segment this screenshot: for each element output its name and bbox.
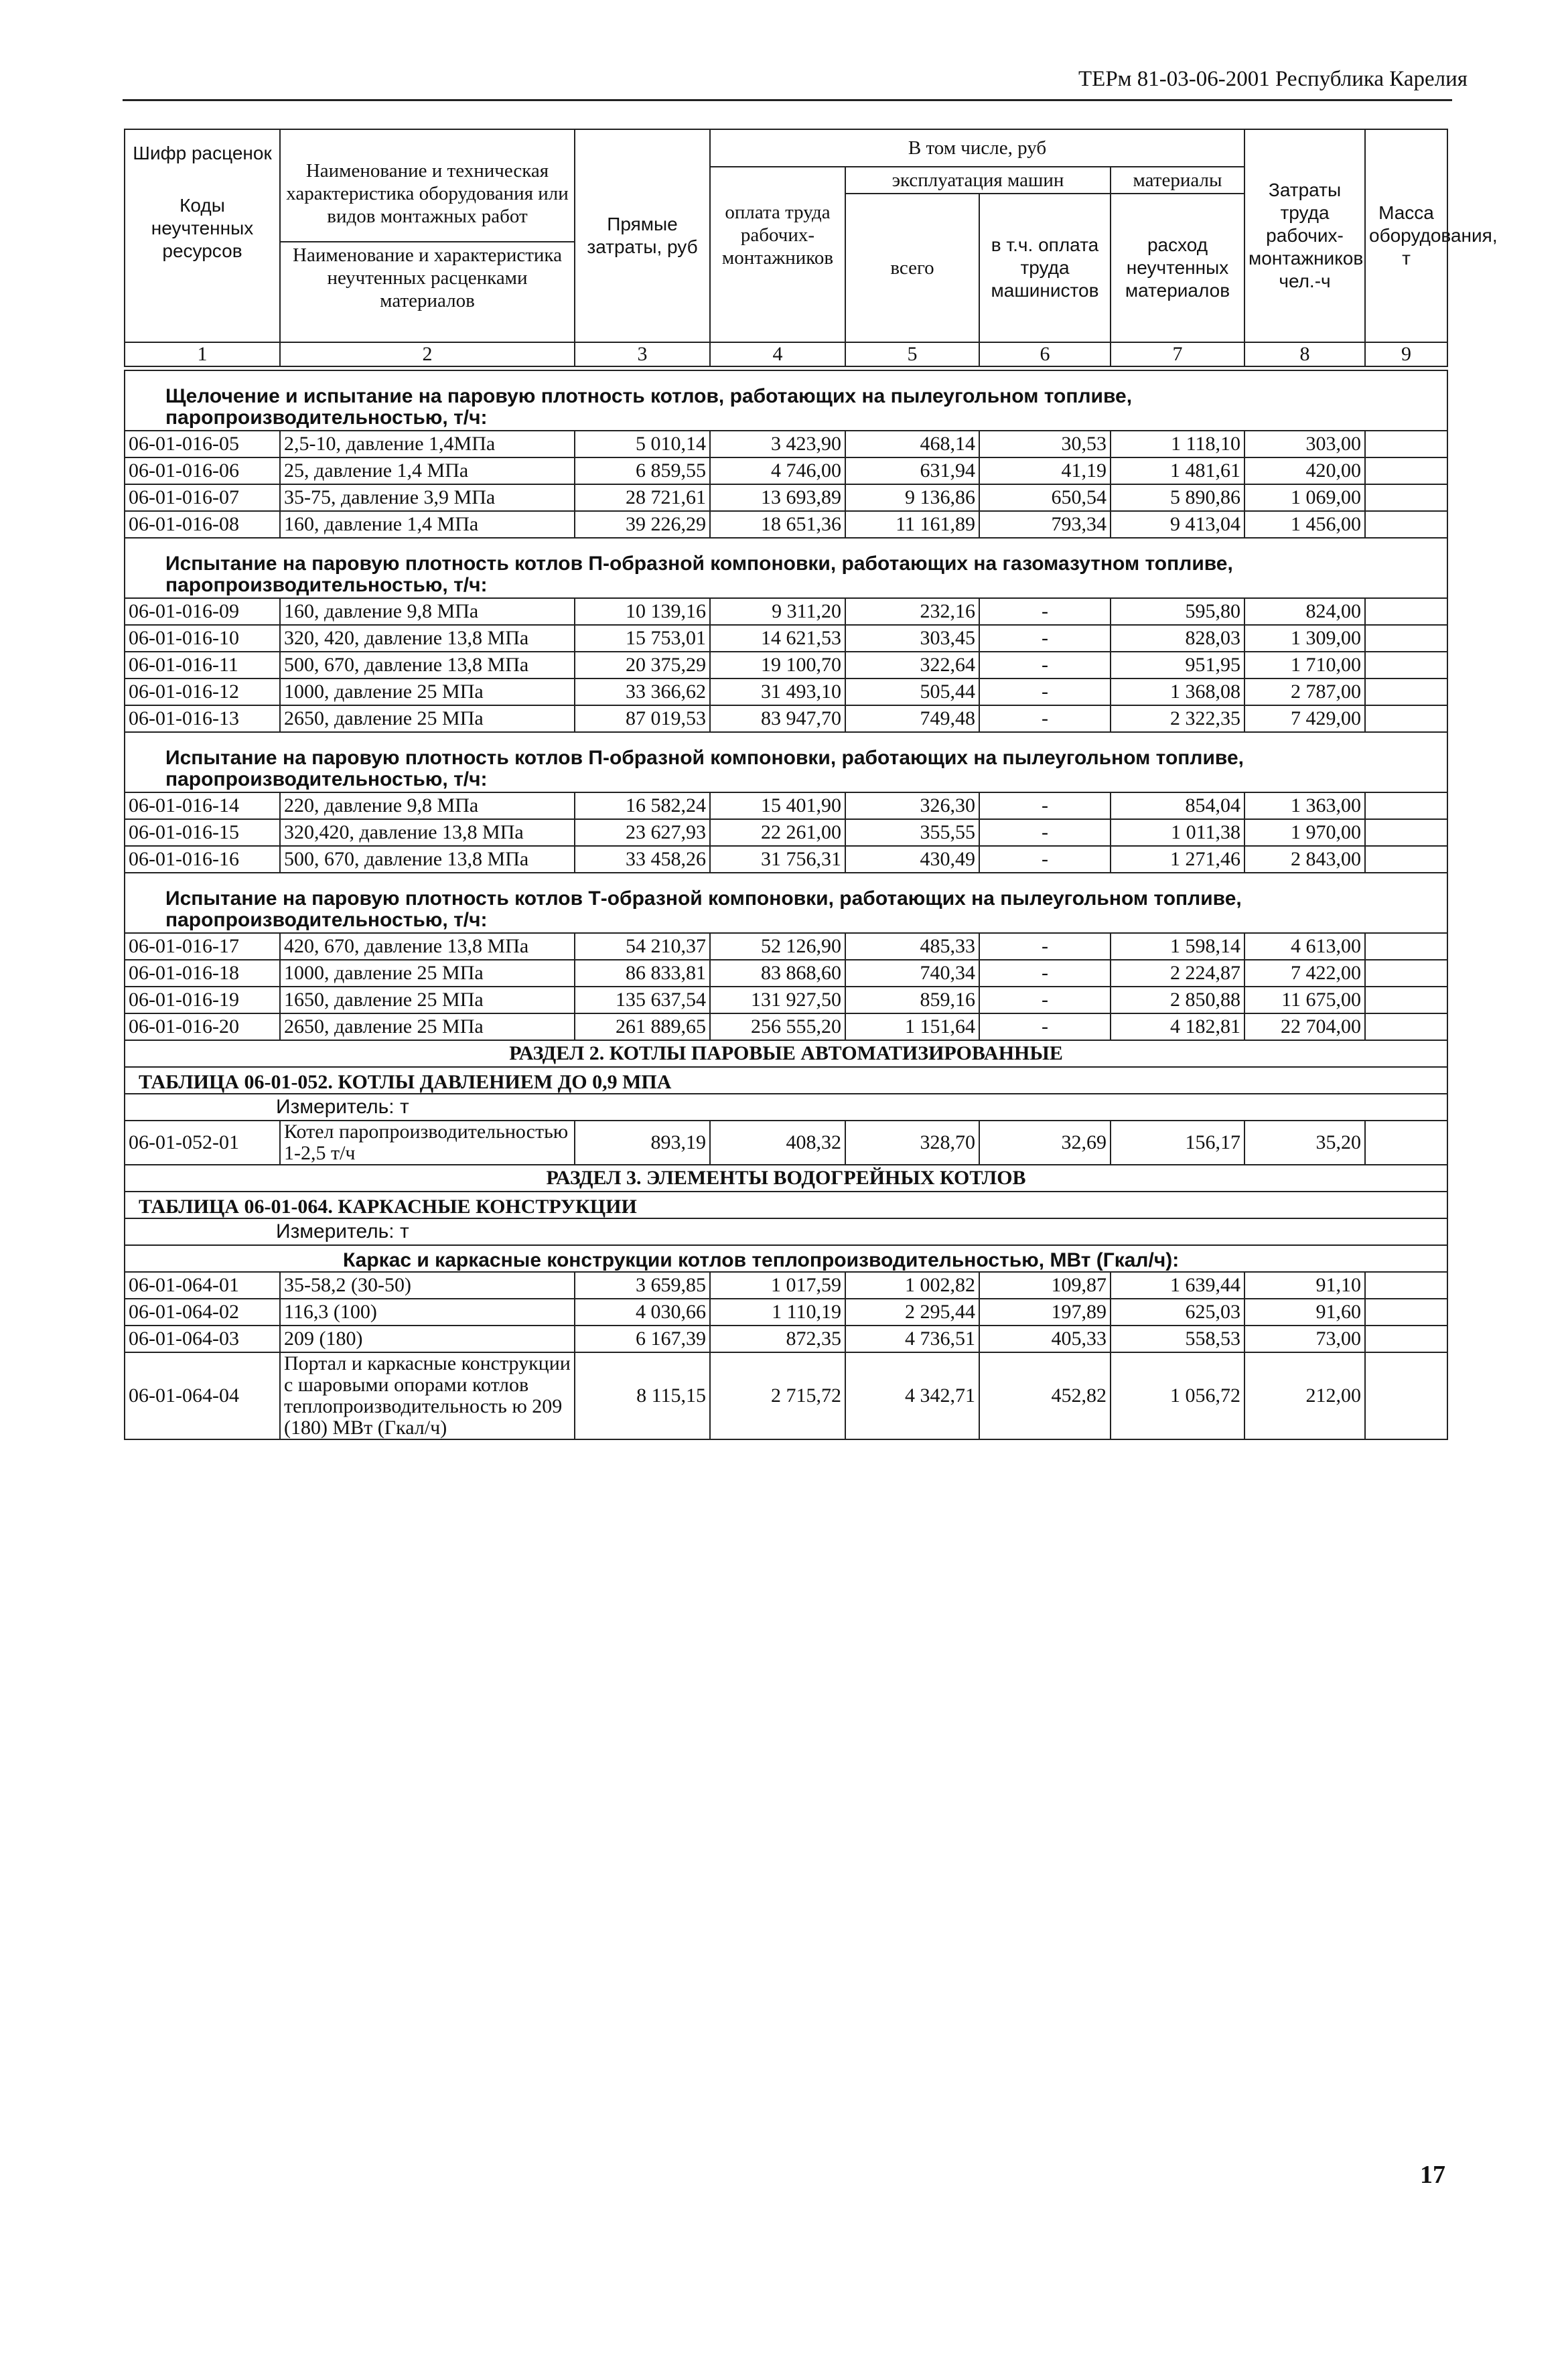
direct-cost: 3 659,85 xyxy=(575,1272,710,1299)
section-title-row xyxy=(125,538,1447,598)
rate-code: 06-01-016-19 xyxy=(125,987,280,1013)
materials-cost: 828,03 xyxy=(1111,625,1244,652)
work-name: 220, давление 9,8 МПа xyxy=(280,792,575,819)
machines-total: 11 161,89 xyxy=(845,511,979,538)
labor-hours: 824,00 xyxy=(1244,598,1365,625)
wages: 22 261,00 xyxy=(710,819,845,846)
table-row xyxy=(125,846,1447,873)
column-numbers xyxy=(125,342,1447,366)
page-header: ТЕРм 81-03-06-2001 Республика Карелия xyxy=(1078,67,1468,91)
direct-cost: 16 582,24 xyxy=(575,792,710,819)
table-row xyxy=(125,484,1447,511)
table-064-subsection-row xyxy=(125,1245,1447,1272)
section-title-text: Щелочение и испытание на паровую плотность котлов, работающих на пылеугольном топливе, паропроизводительностью, т/ч: xyxy=(165,385,1133,429)
equipment-mass xyxy=(1365,484,1447,511)
work-name: 160, давление 9,8 МПа xyxy=(280,598,575,625)
direct-cost: 8 115,15 xyxy=(575,1352,710,1439)
rate-code: 06-01-016-18 xyxy=(125,960,280,987)
table-row xyxy=(125,625,1447,652)
materials-cost: 595,80 xyxy=(1111,598,1244,625)
materials-cost: 1 368,08 xyxy=(1111,679,1244,705)
work-name: 2,5-10, давление 1,4МПа xyxy=(280,431,575,457)
wages: 52 126,90 xyxy=(710,933,845,960)
machines-total: 322,64 xyxy=(845,652,979,679)
machines-total: 326,30 xyxy=(845,792,979,819)
equipment-mass xyxy=(1365,652,1447,679)
razdel-3-title-row xyxy=(125,1165,1447,1192)
labor-hours: 2 787,00 xyxy=(1244,679,1365,705)
equipment-mass xyxy=(1365,457,1447,484)
materials-cost: 4 182,81 xyxy=(1111,1013,1244,1040)
rate-code: 06-01-052-01 xyxy=(125,1121,280,1165)
rate-code: 06-01-016-16 xyxy=(125,846,280,873)
header-cipher: Шифр расценок Коды неучтенных ресурсов xyxy=(125,129,280,342)
header-name: Наименование и техническая характеристика оборудования или видов монтажных работ Наименование и характеристика неучтенных расценками материалов xyxy=(280,129,575,342)
labor-hours: 11 675,00 xyxy=(1244,987,1365,1013)
operators-wages: - xyxy=(979,652,1111,679)
labor-hours: 1 069,00 xyxy=(1244,484,1365,511)
table-row xyxy=(125,819,1447,846)
wages: 31 493,10 xyxy=(710,679,845,705)
column-number: 4 xyxy=(710,342,845,366)
labor-hours: 35,20 xyxy=(1244,1121,1365,1165)
operators-wages: - xyxy=(979,1013,1111,1040)
machines-total: 9 136,86 xyxy=(845,484,979,511)
direct-cost: 33 458,26 xyxy=(575,846,710,873)
rate-code: 06-01-064-04 xyxy=(125,1352,280,1439)
table-row xyxy=(125,679,1447,705)
header-mass: Масса оборудования, т xyxy=(1365,129,1447,342)
materials-cost: 854,04 xyxy=(1111,792,1244,819)
column-number: 2 xyxy=(280,342,575,366)
column-number: 9 xyxy=(1365,342,1447,366)
direct-cost: 33 366,62 xyxy=(575,679,710,705)
wages: 83 947,70 xyxy=(710,705,845,732)
work-name: 116,3 (100) xyxy=(280,1299,575,1326)
section-title xyxy=(125,538,1447,598)
materials-cost: 625,03 xyxy=(1111,1299,1244,1326)
rate-code: 06-01-016-20 xyxy=(125,1013,280,1040)
wages: 15 401,90 xyxy=(710,792,845,819)
equipment-mass xyxy=(1365,819,1447,846)
operators-wages: 452,82 xyxy=(979,1352,1111,1439)
razdel-2-title: РАЗДЕЛ 2. КОТЛЫ ПАРОВЫЕ АВТОМАТИЗИРОВАННЫЕ xyxy=(125,1040,1447,1067)
table-row xyxy=(125,792,1447,819)
table-row xyxy=(125,1272,1447,1299)
table-row xyxy=(125,457,1447,484)
rate-code: 06-01-016-05 xyxy=(125,431,280,457)
equipment-mass xyxy=(1365,598,1447,625)
direct-cost: 20 375,29 xyxy=(575,652,710,679)
table-064-title-row xyxy=(125,1192,1447,1218)
labor-hours: 73,00 xyxy=(1244,1326,1365,1352)
machines-total: 430,49 xyxy=(845,846,979,873)
materials-cost: 2 224,87 xyxy=(1111,960,1244,987)
rate-code: 06-01-064-01 xyxy=(125,1272,280,1299)
machines-total: 232,16 xyxy=(845,598,979,625)
operators-wages: 197,89 xyxy=(979,1299,1111,1326)
labor-hours: 2 843,00 xyxy=(1244,846,1365,873)
operators-wages: - xyxy=(979,679,1111,705)
direct-cost: 87 019,53 xyxy=(575,705,710,732)
table-row xyxy=(125,1121,1447,1165)
header-machines: эксплуатация машин xyxy=(845,167,1111,194)
table-row xyxy=(125,960,1447,987)
labor-hours: 91,60 xyxy=(1244,1299,1365,1326)
work-name: 35-58,2 (30-50) xyxy=(280,1272,575,1299)
machines-total: 303,45 xyxy=(845,625,979,652)
work-name: 25, давление 1,4 МПа xyxy=(280,457,575,484)
work-name: Портал и каркасные конструкции с шаровыми опорами котлов теплопроизводительность ю 209 (180) МВт (Гкал/ч) xyxy=(280,1352,575,1439)
wages: 256 555,20 xyxy=(710,1013,845,1040)
column-number: 3 xyxy=(575,342,710,366)
operators-wages: - xyxy=(979,625,1111,652)
direct-cost: 39 226,29 xyxy=(575,511,710,538)
table-064-subsection: Каркас и каркасные конструкции котлов теплопроизводительностью, МВт (Гкал/ч): xyxy=(125,1245,1447,1272)
operators-wages: - xyxy=(979,598,1111,625)
table-row xyxy=(125,431,1447,457)
labor-hours: 420,00 xyxy=(1244,457,1365,484)
page-number: 17 xyxy=(1420,2161,1445,2189)
direct-cost: 86 833,81 xyxy=(575,960,710,987)
labor-hours: 212,00 xyxy=(1244,1352,1365,1439)
direct-cost: 54 210,37 xyxy=(575,933,710,960)
direct-cost: 10 139,16 xyxy=(575,598,710,625)
wages: 872,35 xyxy=(710,1326,845,1352)
rate-code: 06-01-016-17 xyxy=(125,933,280,960)
work-name: 320, 420, давление 13,8 МПа xyxy=(280,625,575,652)
table-052-title: ТАБЛИЦА 06-01-052. КОТЛЫ ДАВЛЕНИЕМ ДО 0,9 МПА xyxy=(125,1067,1447,1094)
labor-hours: 91,10 xyxy=(1244,1272,1365,1299)
materials-cost: 1 598,14 xyxy=(1111,933,1244,960)
wages: 408,32 xyxy=(710,1121,845,1165)
work-name: 320,420, давление 13,8 МПа xyxy=(280,819,575,846)
machines-total: 1 151,64 xyxy=(845,1013,979,1040)
equipment-mass xyxy=(1365,511,1447,538)
column-number: 5 xyxy=(845,342,979,366)
section-title-text: Испытание на паровую плотность котлов Т-образной компоновки, работающих на пылеугольном топливе, паропроизводительностью, т/ч: xyxy=(165,887,1242,931)
table-row xyxy=(125,933,1447,960)
wages: 19 100,70 xyxy=(710,652,845,679)
table-052-measure-row xyxy=(125,1094,1447,1121)
equipment-mass xyxy=(1365,1352,1447,1439)
header-labor: Затраты труда рабочих-монтажников чел.-ч xyxy=(1244,129,1365,342)
direct-cost: 5 010,14 xyxy=(575,431,710,457)
rate-code: 06-01-064-03 xyxy=(125,1326,280,1352)
section-title-row xyxy=(125,732,1447,792)
equipment-mass xyxy=(1365,625,1447,652)
operators-wages: - xyxy=(979,987,1111,1013)
work-name: 2650, давление 25 МПа xyxy=(280,1013,575,1040)
razdel-2-title-row xyxy=(125,1040,1447,1067)
rates-table xyxy=(124,370,1448,1440)
machines-total: 328,70 xyxy=(845,1121,979,1165)
header-operators: в т.ч. оплата труда машинистов xyxy=(979,194,1111,342)
operators-wages: - xyxy=(979,819,1111,846)
labor-hours: 1 363,00 xyxy=(1244,792,1365,819)
work-name: 500, 670, давление 13,8 МПа xyxy=(280,846,575,873)
labor-hours: 1 710,00 xyxy=(1244,652,1365,679)
table-row xyxy=(125,705,1447,732)
labor-hours: 1 456,00 xyxy=(1244,511,1365,538)
labor-hours: 7 422,00 xyxy=(1244,960,1365,987)
section-title-row xyxy=(125,370,1447,431)
machines-total: 740,34 xyxy=(845,960,979,987)
operators-wages: - xyxy=(979,933,1111,960)
work-name: 35-75, давление 3,9 МПа xyxy=(280,484,575,511)
column-number: 6 xyxy=(979,342,1111,366)
operators-wages: 41,19 xyxy=(979,457,1111,484)
materials-cost: 1 271,46 xyxy=(1111,846,1244,873)
machines-total: 505,44 xyxy=(845,679,979,705)
wages: 131 927,50 xyxy=(710,987,845,1013)
work-name: 1650, давление 25 МПа xyxy=(280,987,575,1013)
column-number: 1 xyxy=(125,342,280,366)
work-name: 1000, давление 25 МПа xyxy=(280,679,575,705)
operators-wages: 32,69 xyxy=(979,1121,1111,1165)
equipment-mass xyxy=(1365,1272,1447,1299)
header-including: В том числе, руб xyxy=(710,129,1244,167)
direct-cost: 23 627,93 xyxy=(575,819,710,846)
rate-code: 06-01-016-08 xyxy=(125,511,280,538)
rate-code: 06-01-016-06 xyxy=(125,457,280,484)
equipment-mass xyxy=(1365,1121,1447,1165)
equipment-mass xyxy=(1365,1013,1447,1040)
equipment-mass xyxy=(1365,431,1447,457)
operators-wages: 30,53 xyxy=(979,431,1111,457)
equipment-mass xyxy=(1365,933,1447,960)
section-title xyxy=(125,873,1447,933)
wages: 13 693,89 xyxy=(710,484,845,511)
rate-code: 06-01-016-12 xyxy=(125,679,280,705)
direct-cost: 893,19 xyxy=(575,1121,710,1165)
materials-cost: 5 890,86 xyxy=(1111,484,1244,511)
wages: 9 311,20 xyxy=(710,598,845,625)
wages: 83 868,60 xyxy=(710,960,845,987)
table-header xyxy=(124,129,1498,367)
labor-hours: 1 970,00 xyxy=(1244,819,1365,846)
direct-cost: 15 753,01 xyxy=(575,625,710,652)
labor-hours: 4 613,00 xyxy=(1244,933,1365,960)
section-title-row xyxy=(125,873,1447,933)
rate-code: 06-01-016-13 xyxy=(125,705,280,732)
machines-total: 4 736,51 xyxy=(845,1326,979,1352)
materials-cost: 1 056,72 xyxy=(1111,1352,1244,1439)
wages: 2 715,72 xyxy=(710,1352,845,1439)
table-064-measure-row xyxy=(125,1218,1447,1245)
materials-cost: 2 322,35 xyxy=(1111,705,1244,732)
direct-cost: 28 721,61 xyxy=(575,484,710,511)
rate-code: 06-01-064-02 xyxy=(125,1299,280,1326)
section-title-text: Испытание на паровую плотность котлов П-образной компоновки, работающих на газомазутном топливе, паропроизводительностью, т/ч: xyxy=(165,553,1233,596)
machines-total: 749,48 xyxy=(845,705,979,732)
materials-cost: 1 481,61 xyxy=(1111,457,1244,484)
operators-wages: 793,34 xyxy=(979,511,1111,538)
machines-total: 2 295,44 xyxy=(845,1299,979,1326)
work-name: Котел паропроизводительностью 1-2,5 т/ч xyxy=(280,1121,575,1165)
header-machines-total: всего xyxy=(845,194,979,342)
table-row xyxy=(125,1299,1447,1326)
table-row xyxy=(125,1352,1447,1439)
work-name: 2650, давление 25 МПа xyxy=(280,705,575,732)
labor-hours: 1 309,00 xyxy=(1244,625,1365,652)
direct-cost: 4 030,66 xyxy=(575,1299,710,1326)
materials-cost: 9 413,04 xyxy=(1111,511,1244,538)
work-name: 209 (180) xyxy=(280,1326,575,1352)
equipment-mass xyxy=(1365,1326,1447,1352)
machines-total: 859,16 xyxy=(845,987,979,1013)
direct-cost: 135 637,54 xyxy=(575,987,710,1013)
machines-total: 631,94 xyxy=(845,457,979,484)
column-number: 8 xyxy=(1244,342,1365,366)
wages: 31 756,31 xyxy=(710,846,845,873)
equipment-mass xyxy=(1365,1299,1447,1326)
materials-cost: 1 118,10 xyxy=(1111,431,1244,457)
rate-code: 06-01-016-07 xyxy=(125,484,280,511)
work-name: 1000, давление 25 МПа xyxy=(280,960,575,987)
wages: 18 651,36 xyxy=(710,511,845,538)
header-materials: материалы xyxy=(1111,167,1244,194)
table-row xyxy=(125,987,1447,1013)
machines-total: 1 002,82 xyxy=(845,1272,979,1299)
machines-total: 355,55 xyxy=(845,819,979,846)
materials-cost: 2 850,88 xyxy=(1111,987,1244,1013)
machines-total: 485,33 xyxy=(845,933,979,960)
materials-cost: 1 639,44 xyxy=(1111,1272,1244,1299)
materials-cost: 156,17 xyxy=(1111,1121,1244,1165)
labor-hours: 22 704,00 xyxy=(1244,1013,1365,1040)
table-064-title: ТАБЛИЦА 06-01-064. КАРКАСНЫЕ КОНСТРУКЦИИ xyxy=(125,1192,1447,1218)
equipment-mass xyxy=(1365,987,1447,1013)
materials-cost: 558,53 xyxy=(1111,1326,1244,1352)
wages: 4 746,00 xyxy=(710,457,845,484)
equipment-mass xyxy=(1365,792,1447,819)
wages: 1 110,19 xyxy=(710,1299,845,1326)
work-name: 500, 670, давление 13,8 МПа xyxy=(280,652,575,679)
operators-wages: 650,54 xyxy=(979,484,1111,511)
table-row xyxy=(125,652,1447,679)
table-row xyxy=(125,1013,1447,1040)
rate-code: 06-01-016-14 xyxy=(125,792,280,819)
work-name: 160, давление 1,4 МПа xyxy=(280,511,575,538)
header-direct: Прямые затраты, руб xyxy=(575,129,710,342)
labor-hours: 303,00 xyxy=(1244,431,1365,457)
table-row xyxy=(125,511,1447,538)
wages: 1 017,59 xyxy=(710,1272,845,1299)
direct-cost: 261 889,65 xyxy=(575,1013,710,1040)
table-row xyxy=(125,598,1447,625)
wages: 3 423,90 xyxy=(710,431,845,457)
machines-total: 4 342,71 xyxy=(845,1352,979,1439)
header-material-use: расход неучтенных материалов xyxy=(1111,194,1244,342)
equipment-mass xyxy=(1365,679,1447,705)
operators-wages: 109,87 xyxy=(979,1272,1111,1299)
materials-cost: 951,95 xyxy=(1111,652,1244,679)
rate-code: 06-01-016-09 xyxy=(125,598,280,625)
section-title xyxy=(125,732,1447,792)
direct-cost: 6 167,39 xyxy=(575,1326,710,1352)
razdel-3-title: РАЗДЕЛ 3. ЭЛЕМЕНТЫ ВОДОГРЕЙНЫХ КОТЛОВ xyxy=(125,1165,1447,1192)
equipment-mass xyxy=(1365,705,1447,732)
operators-wages: - xyxy=(979,792,1111,819)
column-number: 7 xyxy=(1111,342,1244,366)
table-052-measure: Измеритель: т xyxy=(125,1094,1447,1121)
wages: 14 621,53 xyxy=(710,625,845,652)
work-name: 420, 670, давление 13,8 МПа xyxy=(280,933,575,960)
operators-wages: - xyxy=(979,960,1111,987)
materials-cost: 1 011,38 xyxy=(1111,819,1244,846)
labor-hours: 7 429,00 xyxy=(1244,705,1365,732)
table-row xyxy=(125,1326,1447,1352)
section-title xyxy=(125,370,1447,431)
direct-cost: 6 859,55 xyxy=(575,457,710,484)
header-wages: оплата труда рабочих-монтажников xyxy=(710,167,845,342)
operators-wages: - xyxy=(979,846,1111,873)
header-rule xyxy=(123,99,1452,101)
rate-code: 06-01-016-15 xyxy=(125,819,280,846)
rate-code: 06-01-016-11 xyxy=(125,652,280,679)
rate-code: 06-01-016-10 xyxy=(125,625,280,652)
operators-wages: 405,33 xyxy=(979,1326,1111,1352)
table-052-title-row xyxy=(125,1067,1447,1094)
section-title-text: Испытание на паровую плотность котлов П-образной компоновки, работающих на пылеугольном топливе, паропроизводительностью, т/ч: xyxy=(165,747,1244,790)
operators-wages: - xyxy=(979,705,1111,732)
table-064-measure: Измеритель: т xyxy=(125,1218,1447,1245)
equipment-mass xyxy=(1365,960,1447,987)
machines-total: 468,14 xyxy=(845,431,979,457)
equipment-mass xyxy=(1365,846,1447,873)
